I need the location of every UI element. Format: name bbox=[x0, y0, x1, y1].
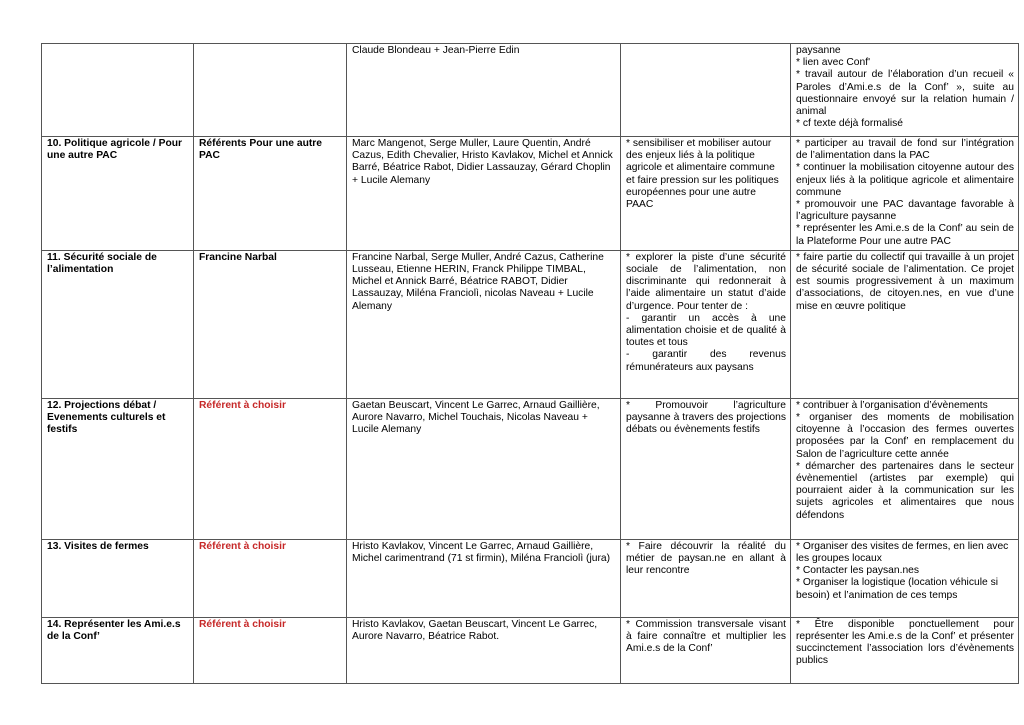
theme-cell: 14. Représenter les Ami.e.s de la Conf’ bbox=[42, 617, 194, 683]
action-line: * cf texte déjà formalisé bbox=[796, 118, 904, 130]
table-row bbox=[42, 44, 1019, 137]
action-line: * contribuer à l’organisation d’évènements bbox=[796, 399, 988, 411]
action-line: * Contacter les paysan.nes bbox=[796, 565, 920, 577]
theme-cell bbox=[42, 44, 194, 137]
referent-cell: Référents Pour une autre PAC bbox=[194, 137, 347, 251]
objective-line: * explorer la piste d’une sécurité sociale de l’alimentation, non discriminante qui redonnerait à l’aide alimentaire un statut d’aide d’urgence. Pour tenter de : bbox=[626, 251, 786, 312]
objectives-cell bbox=[621, 539, 791, 617]
objective-line: - garantir un accès à une alimentation choisie et de qualité à toutes et tous bbox=[626, 312, 786, 349]
objectives-cell bbox=[621, 398, 791, 539]
table-row bbox=[42, 137, 1019, 251]
actions-cell bbox=[791, 539, 1019, 617]
objective-line: * sensibiliser et mobiliser autour des enjeux liés à la politique agricole et alimentaire commune et faire pression sur les politiques européennes pour une autre PAAC bbox=[626, 138, 779, 211]
action-line: * représenter les Ami.e.s de la Conf’ au sein de la Plateforme Pour une autre PAC bbox=[796, 223, 1014, 247]
action-line: * faire partie du collectif qui travaille à un projet de sécurité sociale de l’alimentation. Ce projet est soumis progressivement à un maximum d’associations, de citoyen.nes, en vue d’une mise en œuvre politique bbox=[796, 251, 1014, 312]
action-line: * lien avec Conf' bbox=[796, 57, 871, 69]
action-line: paysanne bbox=[796, 45, 841, 56]
objective-line: * Commission transversale visant à faire connaître et multiplier les Ami.e.s de la Conf’ bbox=[626, 618, 786, 655]
table-row bbox=[42, 539, 1019, 617]
objectives-cell bbox=[621, 137, 791, 251]
referent-cell: Francine Narbal bbox=[194, 250, 347, 398]
actions-cell bbox=[791, 250, 1019, 398]
actions-cell bbox=[791, 137, 1019, 251]
action-line: * Être disponible ponctuellement pour représenter les Ami.e.s de la Conf’ et présenter succinctement l’association lors d’évènements publics bbox=[796, 618, 1014, 667]
theme-cell: 12. Projections débat / Evenements culturels et festifs bbox=[42, 398, 194, 539]
members-cell: Hristo Kavlakov, Vincent Le Garrec, Arnaud Gaillière, Michel carimentrand (71 st firmin), Miléna Franciolì (jura) bbox=[347, 539, 621, 617]
action-line: * travail autour de l’élaboration d’un recueil « Paroles d’Ami.e.s de la Conf’ », suite au questionnaire envoyé sur la relation humain / animal bbox=[796, 69, 1014, 118]
objectives-cell bbox=[621, 44, 791, 137]
table-row bbox=[42, 398, 1019, 539]
actions-cell bbox=[791, 44, 1019, 137]
objective-line: * Promouvoir l’agriculture paysanne à travers des projections débats ou évènements festifs bbox=[626, 399, 786, 436]
members-cell: Francine Narbal, Serge Muller, André Cazus, Catherine Lusseau, Etienne HERIN, Franck Philippe TIMBAL, Michel et Annick Barré, Béatrice RABOT, Didier Lassauzay, Miléna Franciolì, nicolas Naveau + Lucile Alemany bbox=[347, 250, 621, 398]
theme-cell: 13. Visites de fermes bbox=[42, 539, 194, 617]
actions-cell bbox=[791, 617, 1019, 683]
action-line: * continuer la mobilisation citoyenne autour des enjeux liés à la politique agricole et alimentaire commune bbox=[796, 162, 1014, 198]
table-row bbox=[42, 617, 1019, 683]
members-cell: Hristo Kavlakov, Gaetan Beuscart, Vincent Le Garrec, Aurore Navarro, Béatrice Rabot. bbox=[347, 617, 621, 683]
referent-cell: Référent à choisir bbox=[194, 398, 347, 539]
theme-cell: 11. Sécurité sociale de l’alimentation bbox=[42, 250, 194, 398]
action-line: * démarcher des partenaires dans le secteur évènementiel (artistes par exemple) qui pourraient aider à la communication sur les sujets agricoles et alimentaires que nous défendons bbox=[796, 460, 1014, 521]
table-row bbox=[42, 250, 1019, 398]
action-line: * participer au travail de fond sur l’intégration de l’alimentation dans la PAC bbox=[796, 138, 1014, 162]
referent-cell bbox=[194, 44, 347, 137]
referent-cell: Référent à choisir bbox=[194, 617, 347, 683]
objective-line: * Faire découvrir la réalité du métier de paysan.ne en allant à leur rencontre bbox=[626, 540, 786, 577]
objectives-cell bbox=[621, 617, 791, 683]
objectives-cell bbox=[621, 250, 791, 398]
members-cell: Marc Mangenot, Serge Muller, Laure Quentin, André Cazus, Edith Chevalier, Hristo Kavlakov, Michel et Annick Barré, Béatrice Rabot, Didier Lassauzay, Gérard Choplin + Lucile Alemany bbox=[347, 137, 621, 251]
members-cell: Claude Blondeau + Jean-Pierre Edin bbox=[347, 44, 621, 137]
members-cell: Gaetan Beuscart, Vincent Le Garrec, Arnaud Gaillière, Aurore Navarro, Michel Touchais, Nicolas Naveau + Lucile Alemany bbox=[347, 398, 621, 539]
action-line: * Organiser la logistique (location véhicule si besoin) et l’animation de ces temps bbox=[796, 577, 999, 601]
action-line: * promouvoir une PAC davantage favorable à l’agriculture paysanne bbox=[796, 199, 1014, 223]
referent-cell: Référent à choisir bbox=[194, 539, 347, 617]
objective-line: - garantir des revenus rémunérateurs aux paysans bbox=[626, 349, 786, 373]
action-line: * organiser des moments de mobilisation citoyenne à l’occasion des fermes ouvertes proposées par la Conf’ en remplacement du Salon de l’agriculture cette année bbox=[796, 412, 1014, 460]
action-line: * Organiser des visites de fermes, en lien avec les groupes locaux bbox=[796, 540, 1009, 565]
commissions-table bbox=[41, 43, 1019, 684]
actions-cell bbox=[791, 398, 1019, 539]
theme-cell: 10. Politique agricole / Pour une autre PAC bbox=[42, 137, 194, 251]
